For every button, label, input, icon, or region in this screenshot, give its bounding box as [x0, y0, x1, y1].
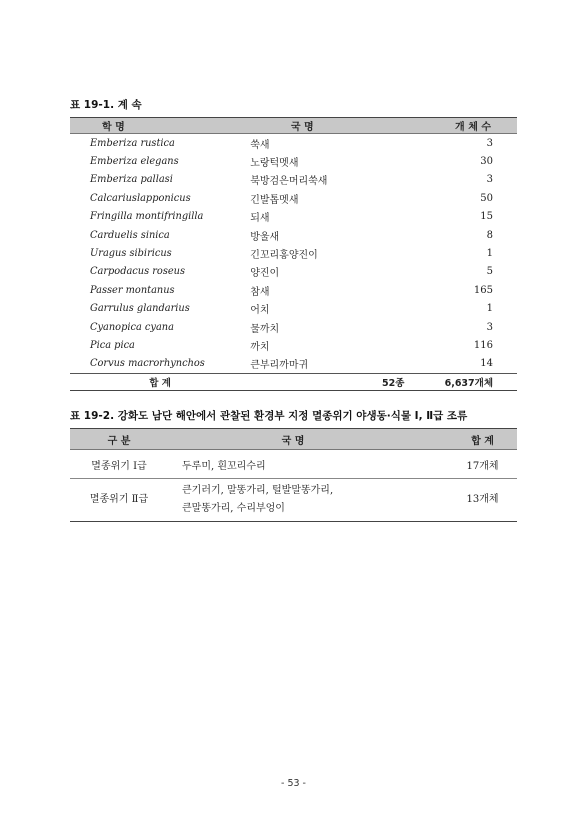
scientific-name: Emberiza elegans [90, 156, 179, 168]
count: 165 [473, 284, 493, 296]
scientific-name: Uragus sibiricus [90, 248, 172, 260]
korean-name: 노랑턱멧새 [250, 158, 299, 170]
scientific-name: Emberiza pallasi [90, 174, 173, 186]
scientific-name: Fringilla montifringilla [90, 211, 204, 223]
names-line: 큰기러기, 말똥가리, 털발말똥가리, [182, 485, 334, 496]
count: 3 [486, 137, 493, 149]
count: 3 [486, 174, 493, 186]
table-row [70, 244, 517, 262]
count: 8 [486, 229, 493, 241]
table-row [70, 450, 517, 479]
table-row [70, 336, 517, 354]
names-line: 두루미, 흰꼬리수리 [182, 460, 266, 472]
total: 17개체 [448, 450, 517, 479]
korean-name: 긴발톱멧새 [250, 194, 299, 206]
count: 5 [486, 266, 493, 278]
table-row [70, 226, 517, 244]
table-row [70, 171, 517, 189]
endangered-species-table [70, 428, 517, 522]
category: 멸종위기 Ⅱ급 [70, 479, 168, 522]
korean-name: 방울새 [250, 231, 280, 243]
korean-name: 북방검은머리쑥새 [250, 176, 328, 188]
count: 14 [480, 358, 493, 370]
table-row [70, 300, 517, 318]
bird-species-table [70, 117, 517, 391]
header-korean-name: 국 명 [250, 118, 414, 134]
species-names [168, 450, 448, 479]
scientific-name: Cyanopica cyana [90, 321, 174, 333]
table1-caption: 표 19-1. 계 속 [70, 99, 142, 111]
table-row [70, 134, 517, 153]
table-row [70, 355, 517, 374]
korean-name: 큰부리까마귀 [250, 360, 309, 372]
names-line: 큰말똥가리, 수리부엉이 [182, 503, 285, 514]
count: 1 [486, 303, 493, 315]
total-species: 52종 [250, 374, 414, 391]
table2-caption: 표 19-2. 강화도 남단 해안에서 관찰된 환경부 지정 멸종위기 야생동·식물 Ⅰ, Ⅱ급 조류 [70, 410, 468, 422]
header-total: 합 계 [448, 429, 517, 450]
table-header-row [70, 429, 517, 450]
count: 116 [473, 339, 493, 351]
korean-name: 쑥새 [250, 139, 270, 151]
table-row [70, 189, 517, 207]
count: 30 [480, 156, 493, 168]
table-row [70, 281, 517, 299]
scientific-name: Passer montanus [90, 284, 175, 296]
korean-name: 되새 [250, 213, 270, 225]
total: 13개체 [448, 479, 517, 522]
category: 멸종위기 Ⅰ급 [70, 450, 168, 479]
total-label: 합 계 [70, 374, 250, 391]
table-total-row [70, 374, 517, 391]
table-row [70, 479, 517, 522]
header-korean-name: 국 명 [168, 429, 448, 450]
header-scientific-name: 학 명 [70, 118, 250, 134]
count: 3 [486, 321, 493, 333]
scientific-name: Garrulus glandarius [90, 303, 190, 315]
table-row [70, 263, 517, 281]
table-row [70, 318, 517, 336]
scientific-name: Carduelis sinica [90, 229, 170, 241]
korean-name: 어치 [250, 305, 270, 317]
header-count: 개 체 수 [414, 118, 517, 134]
count: 15 [480, 211, 493, 223]
korean-name: 양진이 [250, 268, 280, 280]
table-header-row [70, 118, 517, 134]
korean-name: 긴꼬리홍양진이 [250, 250, 318, 262]
total-individuals: 6,637개체 [414, 374, 517, 391]
header-category: 구 분 [70, 429, 168, 450]
korean-name: 까치 [250, 341, 270, 353]
table-row [70, 152, 517, 170]
count: 50 [480, 192, 493, 204]
page-number: - 53 - [281, 778, 306, 789]
scientific-name: Carpodacus roseus [90, 266, 185, 278]
table-row [70, 208, 517, 226]
korean-name: 물까치 [250, 323, 280, 335]
scientific-name: Emberiza rustica [90, 137, 175, 149]
species-names [168, 479, 448, 522]
scientific-name: Pica pica [90, 339, 135, 351]
korean-name: 참새 [250, 286, 270, 298]
count: 1 [486, 248, 493, 260]
scientific-name: Calcariuslapponicus [90, 192, 191, 204]
scientific-name: Corvus macrorhynchos [90, 358, 205, 370]
